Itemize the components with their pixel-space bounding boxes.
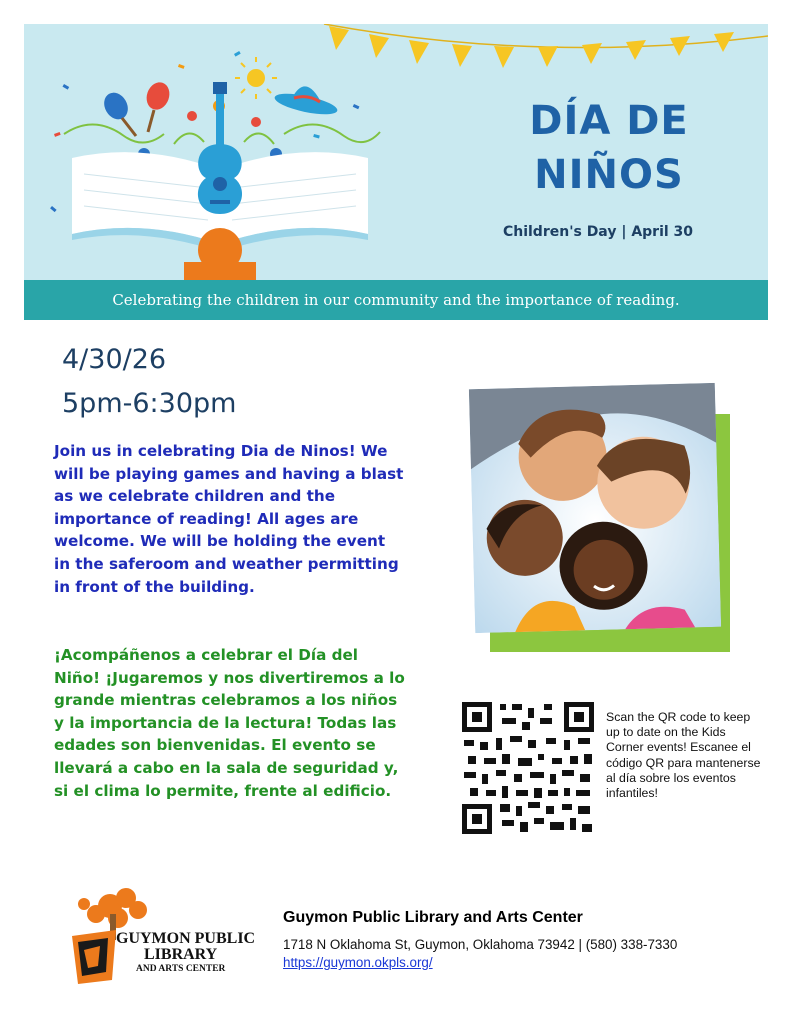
description-english: Join us in celebrating Dia de Ninos! We will be playing games and having a blast as we celebrate children and the importance of reading! All ages are welcome. We will be holding the event in the saferoom and weather permitting in front of the building. [54,442,404,596]
organization-name: Guymon Public Library and Arts Center [283,909,583,926]
sombrero-icon [273,86,339,118]
library-logo [60,884,256,988]
organization-address: 1718 N Oklahoma St, Guymon, Oklahoma 73942 | (580) 338-7330 [283,937,678,952]
event-title-line1: DÍA DE [529,98,689,144]
tagline-bar [24,280,768,320]
tagline-text: Celebrating the children in our community and the importance of reading. [112,291,680,309]
event-date: 4/30/26 [62,344,167,375]
qr-instructions: Scan the QR code to keep up to date on the Kids Corner events! Escanee el código QR para mantenerse al día sobre los eventos infantiles! [606,710,761,801]
header-banner [24,24,768,280]
website-link[interactable]: https://guymon.okpls.org/ [283,955,433,970]
children-photo-frame [468,384,732,652]
description-spanish: ¡Acompáñenos a celebrar el Día del Niño! ¡Jugaremos y nos divertiremos a lo grande mientras celebramos a los niños y la importancia de la lectura! Todas las edades son bienvenidas. El evento se llevará a cabo en la sala de seguridad y, si el clima lo permite, frente al edificio. [54,646,405,800]
event-datetime [62,338,236,426]
logo-text-line3: AND ARTS CENTER [136,964,226,974]
event-title-line2: NIÑOS [534,152,684,198]
event-subtitle: Children's Day | April 30 [502,224,694,240]
logo-text-line1: GUYMON PUBLIC [116,930,256,947]
children-photo [469,383,721,633]
logo-text-line2: LIBRARY [144,946,218,963]
event-title [504,94,714,202]
bunting-decoration [324,24,768,68]
guitar-icon [198,82,242,214]
sun-icon [235,57,277,99]
qr-code-icon[interactable] [462,702,594,834]
event-time: 5pm-6:30pm [62,388,237,419]
